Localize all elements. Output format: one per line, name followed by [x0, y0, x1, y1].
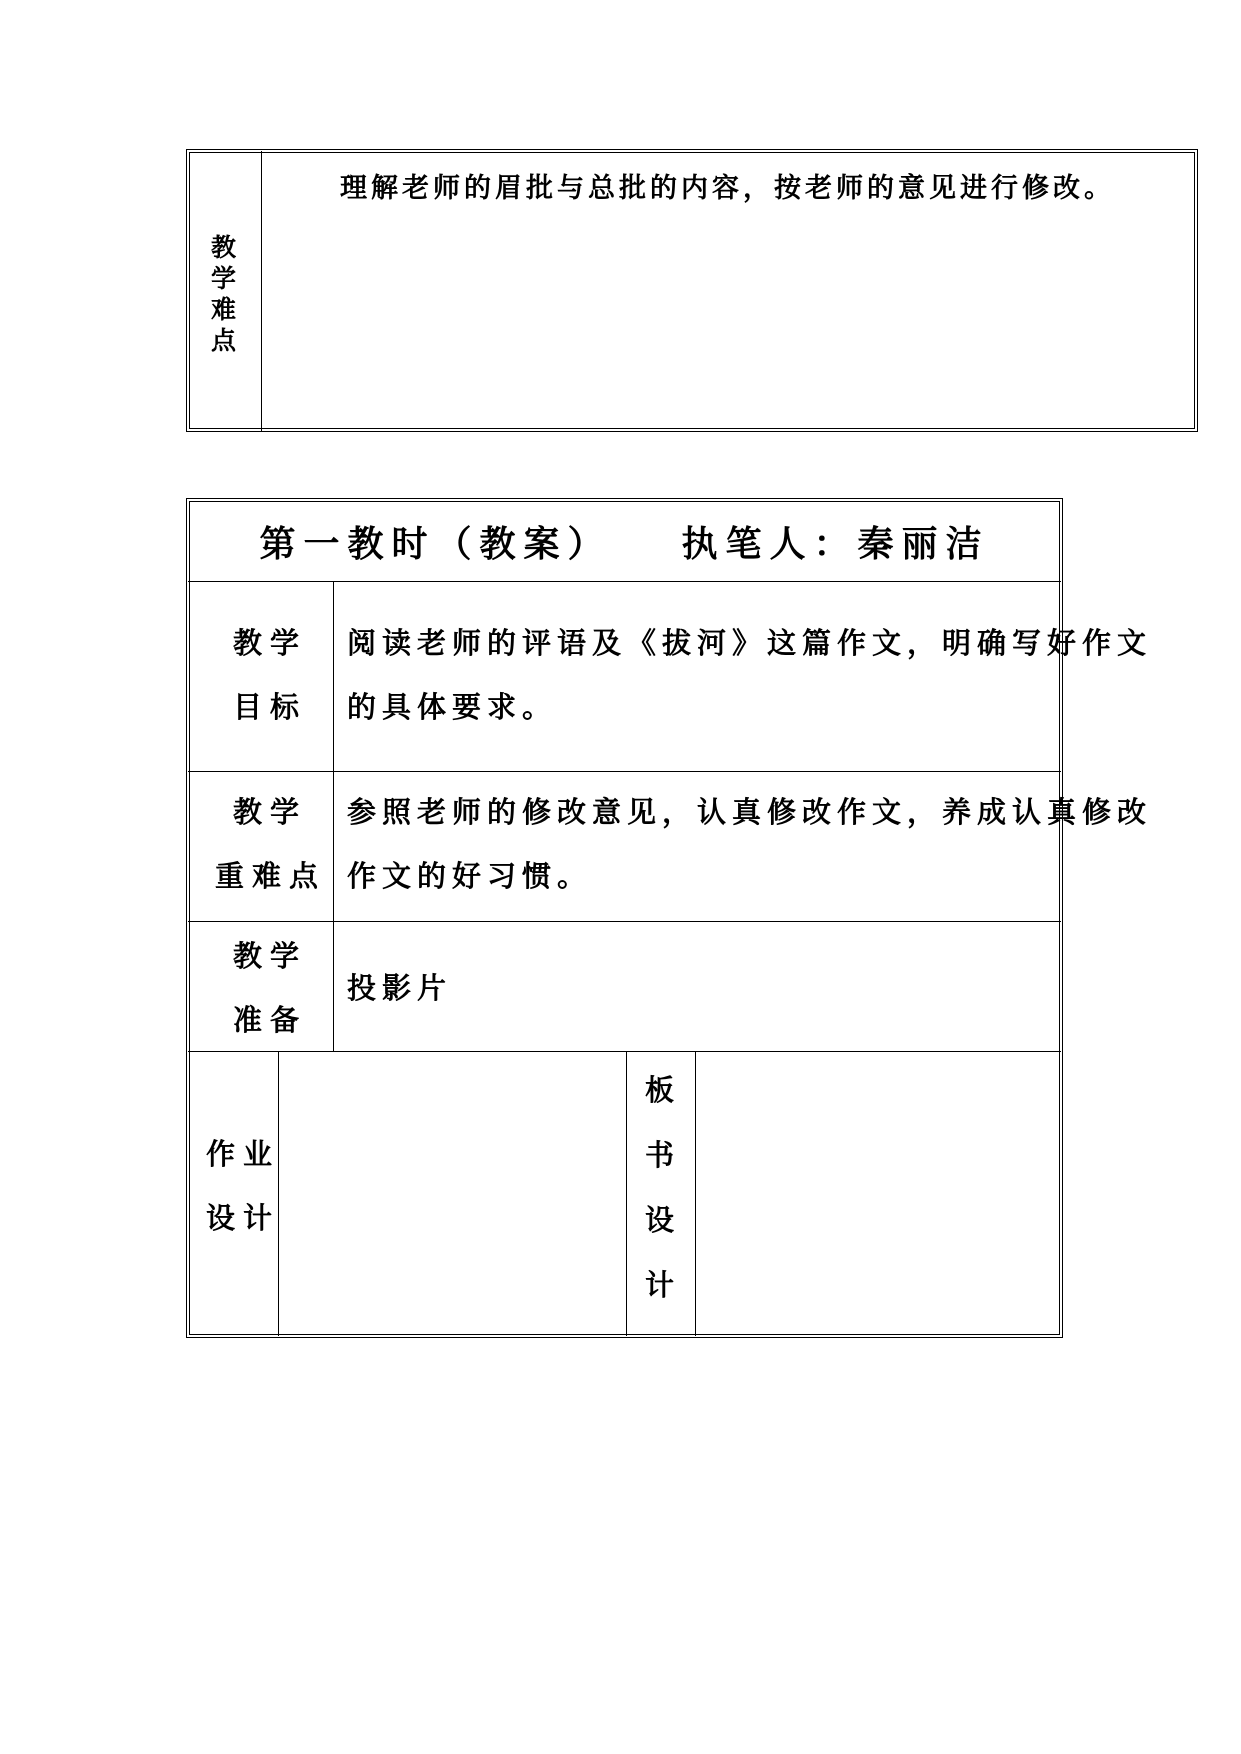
blackboard-label-char: 设: [645, 1203, 675, 1237]
row-divider: [188, 581, 1061, 582]
preparation-label-line2: 准备: [233, 1003, 308, 1037]
objectives-text-line2: 的具体要求。: [347, 690, 558, 724]
objectives-label-line1: 教学: [233, 626, 308, 660]
difficulty-table-divider: [261, 151, 262, 431]
keypoints-text-line2: 作文的好习惯。: [347, 859, 593, 893]
difficulty-label-char: 学: [211, 264, 237, 293]
keypoints-text-line1: 参照老师的修改意见，认真修改作文，养成认真修改: [347, 795, 1153, 829]
blackboard-label-char: 书: [645, 1138, 675, 1172]
objectives-label-line2: 目标: [233, 690, 308, 724]
homework-label-line2: 设计: [206, 1201, 281, 1235]
row-divider: [188, 1051, 1061, 1052]
difficulty-label-char: 点: [211, 326, 237, 355]
row-divider: [188, 771, 1061, 772]
blackboard-label-char: 板: [645, 1073, 675, 1107]
column-divider: [695, 1052, 696, 1336]
blackboard-label-char: 计: [645, 1268, 675, 1302]
lesson-title: 第一教时（教案） 执笔人：秦丽洁: [259, 524, 990, 565]
difficulty-label-char: 难: [211, 295, 237, 324]
preparation-label-line1: 教学: [233, 939, 308, 973]
difficulty-content: 理解老师的眉批与总批的内容，按老师的意见进行修改。: [340, 173, 1115, 204]
keypoints-label-line2: 重难点: [215, 859, 327, 893]
objectives-text-line1: 阅读老师的评语及《拔河》这篇作文，明确写好作文: [347, 626, 1153, 660]
difficulty-label: [211, 232, 236, 356]
keypoints-label-line1: 教学: [233, 795, 308, 829]
column-divider: [333, 582, 334, 1051]
column-divider: [626, 1052, 627, 1336]
difficulty-label-char: 教: [211, 233, 237, 262]
blackboard-label: [645, 1058, 674, 1318]
homework-label-line1: 作业: [206, 1137, 281, 1171]
preparation-text: 投影片: [347, 971, 453, 1005]
row-divider: [188, 921, 1061, 922]
